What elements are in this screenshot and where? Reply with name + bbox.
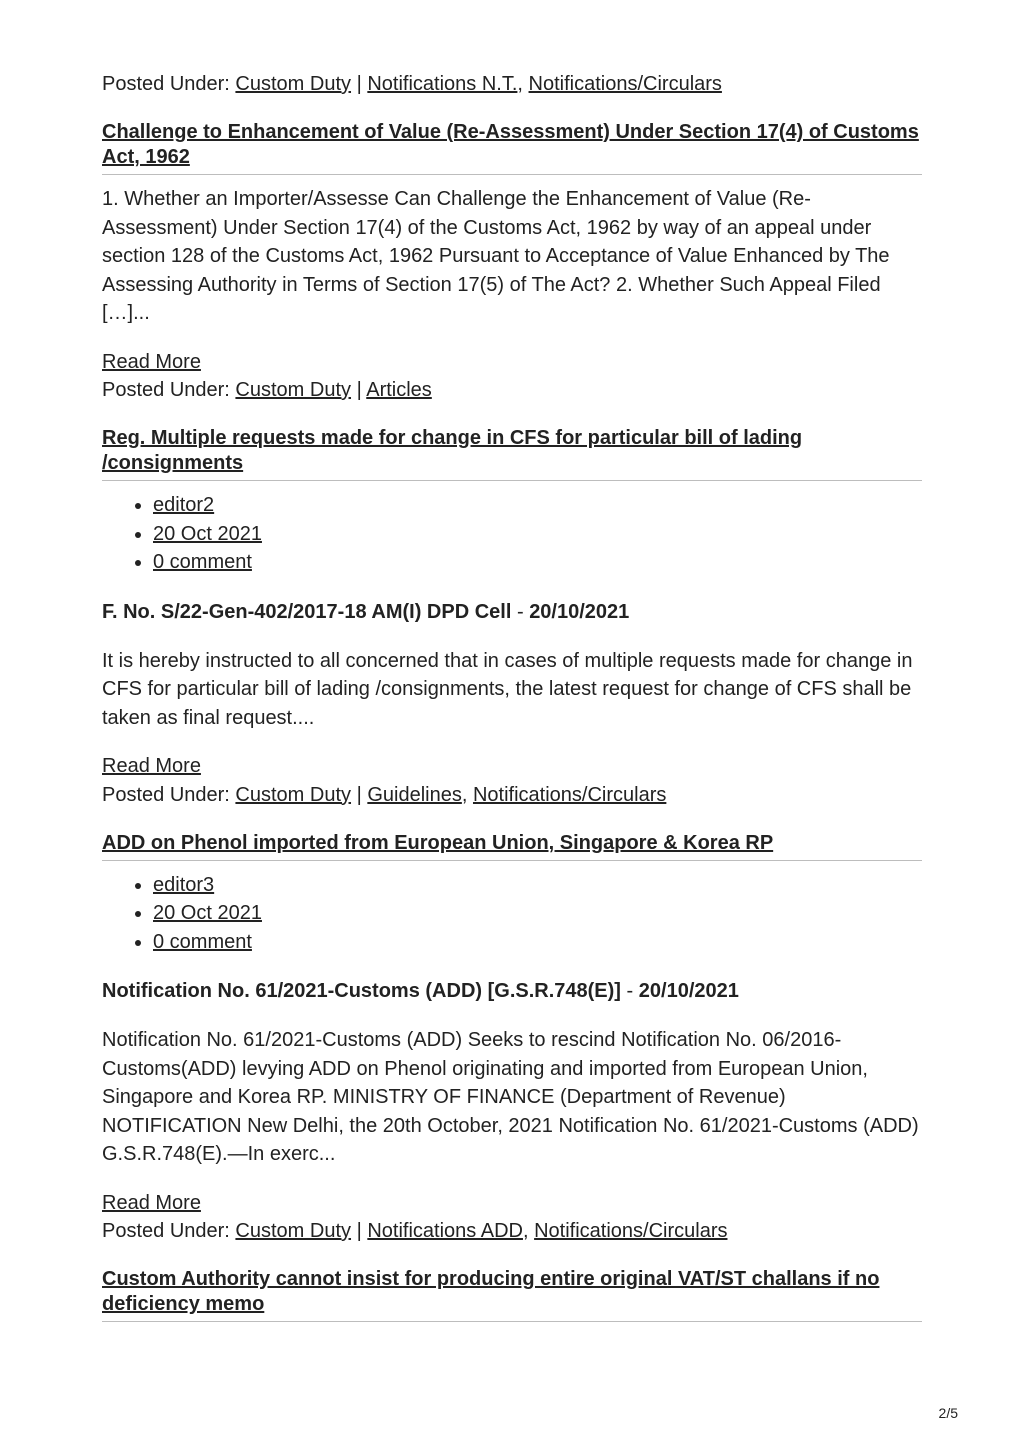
page-number: 2/5 (938, 1405, 958, 1421)
separator: | (356, 73, 362, 95)
document-page (102, 70, 922, 1322)
post-comments (153, 548, 922, 577)
post-meta-list (102, 491, 922, 577)
post-reference (102, 978, 922, 1004)
comma: , (461, 783, 468, 806)
posted-under-label: Posted Under: (102, 73, 230, 95)
post-excerpt: 1. Whether an Importer/Assesse Can Challenge the Enhancement of Value (Re-Assessment) Under Section 17(4) of the Customs Act, 1962 by way of an appeal under section 128 of the Customs Act, 1962 Pursuant to Acceptance of Value Enhanced by The Assessing Authority in Terms of Section 17(5) of The Act? 2. Whether Such Appeal Filed […]... (102, 188, 890, 324)
dash: - (516, 600, 524, 623)
date-link[interactable]: 20 Oct 2021 (153, 902, 262, 924)
read-more-link[interactable]: Read More (102, 350, 201, 373)
post-title-link[interactable]: ADD on Phenol imported from European Union, Singapore & Korea RP (102, 831, 774, 854)
post-item (102, 120, 922, 404)
category-link-custom-duty[interactable]: Custom Duty (235, 1220, 352, 1242)
reference-number: Notification No. 61/2021-Customs (ADD) [G.S.R.748(E)] (102, 980, 621, 1002)
posted-under (102, 781, 922, 809)
post-excerpt: It is hereby instructed to all concerned that in cases of multiple requests made for change in CFS for particular bill of lading /consignments, the latest request for change of CFS shall be taken as final request.... (102, 649, 913, 729)
dash: - (626, 980, 634, 1002)
post-title-link[interactable]: Custom Authority cannot insist for producing entire original VAT/ST challans if no deficiency memo (102, 1268, 880, 1315)
category-link-custom-duty[interactable]: Custom Duty (235, 379, 352, 401)
author-link[interactable]: editor3 (153, 873, 215, 896)
post-comments (153, 928, 922, 957)
category-link-notifications-circulars[interactable]: Notifications/Circulars (472, 783, 667, 806)
category-link-custom-duty[interactable]: Custom Duty (235, 73, 352, 95)
comma: , (522, 1220, 529, 1242)
post-title (102, 120, 922, 175)
post-title (102, 426, 922, 481)
date-link[interactable]: 20 Oct 2021 (153, 522, 262, 545)
read-more-link[interactable]: Read More (102, 1191, 201, 1214)
separator: | (356, 379, 362, 401)
post-date (153, 899, 922, 928)
post-item (102, 831, 922, 1246)
reference-number: F. No. S/22-Gen-402/2017-18 AM(I) DPD Cell (102, 600, 512, 623)
post-excerpt: Notification No. 61/2021-Customs (ADD) Seeks to rescind Notification No. 06/2016-Customs(ADD) levying ADD on Phenol originating and imported from European Union, Singapore and Korea RP. MINISTRY OF FINANCE (Department of Revenue) NOTIFICATION New Delhi, the 20th October, 2021 Notification No. 61/2021-Customs (ADD) G.S.R.748(E).—In exerc... (102, 1029, 919, 1165)
post-author (153, 871, 922, 900)
post-author (153, 491, 922, 520)
category-link-notifications-circulars[interactable]: Notifications/Circulars (528, 73, 722, 95)
post-item (102, 1267, 922, 1322)
read-more-link[interactable]: Read More (102, 755, 201, 777)
posted-under-label: Posted Under: (102, 379, 230, 401)
post-date (153, 520, 922, 549)
separator: | (356, 1220, 362, 1242)
comma: , (517, 73, 523, 95)
posted-under (102, 1217, 922, 1245)
post-meta-list (102, 871, 922, 957)
comments-link[interactable]: 0 comment (153, 930, 252, 953)
category-link-notifications-nt[interactable]: Notifications N.T. (367, 73, 518, 95)
post-item (102, 426, 922, 809)
category-link-articles[interactable]: Articles (366, 379, 432, 401)
reference-date: 20/10/2021 (638, 980, 739, 1002)
category-link-custom-duty[interactable]: Custom Duty (235, 783, 352, 806)
comments-link[interactable]: 0 comment (153, 551, 252, 573)
category-link-notifications-circulars[interactable]: Notifications/Circulars (534, 1220, 728, 1242)
posted-under (102, 376, 922, 404)
post-title (102, 1267, 922, 1322)
separator: | (356, 783, 362, 806)
author-link[interactable]: editor2 (153, 494, 215, 516)
category-link-guidelines[interactable]: Guidelines (367, 783, 462, 806)
posted-under-top (102, 70, 922, 98)
post-title-link[interactable]: Challenge to Enhancement of Value (Re-Assessment) Under Section 17(4) of Customs Act, 1962 (102, 121, 919, 168)
posted-under-label: Posted Under: (102, 1220, 230, 1242)
post-title (102, 831, 922, 861)
post-reference (102, 599, 922, 625)
post-title-link[interactable]: Reg. Multiple requests made for change in CFS for particular bill of lading /consignments (102, 427, 803, 474)
category-link-notifications-add[interactable]: Notifications ADD (367, 1220, 523, 1242)
reference-date: 20/10/2021 (529, 600, 630, 623)
posted-under-label: Posted Under: (102, 783, 230, 806)
